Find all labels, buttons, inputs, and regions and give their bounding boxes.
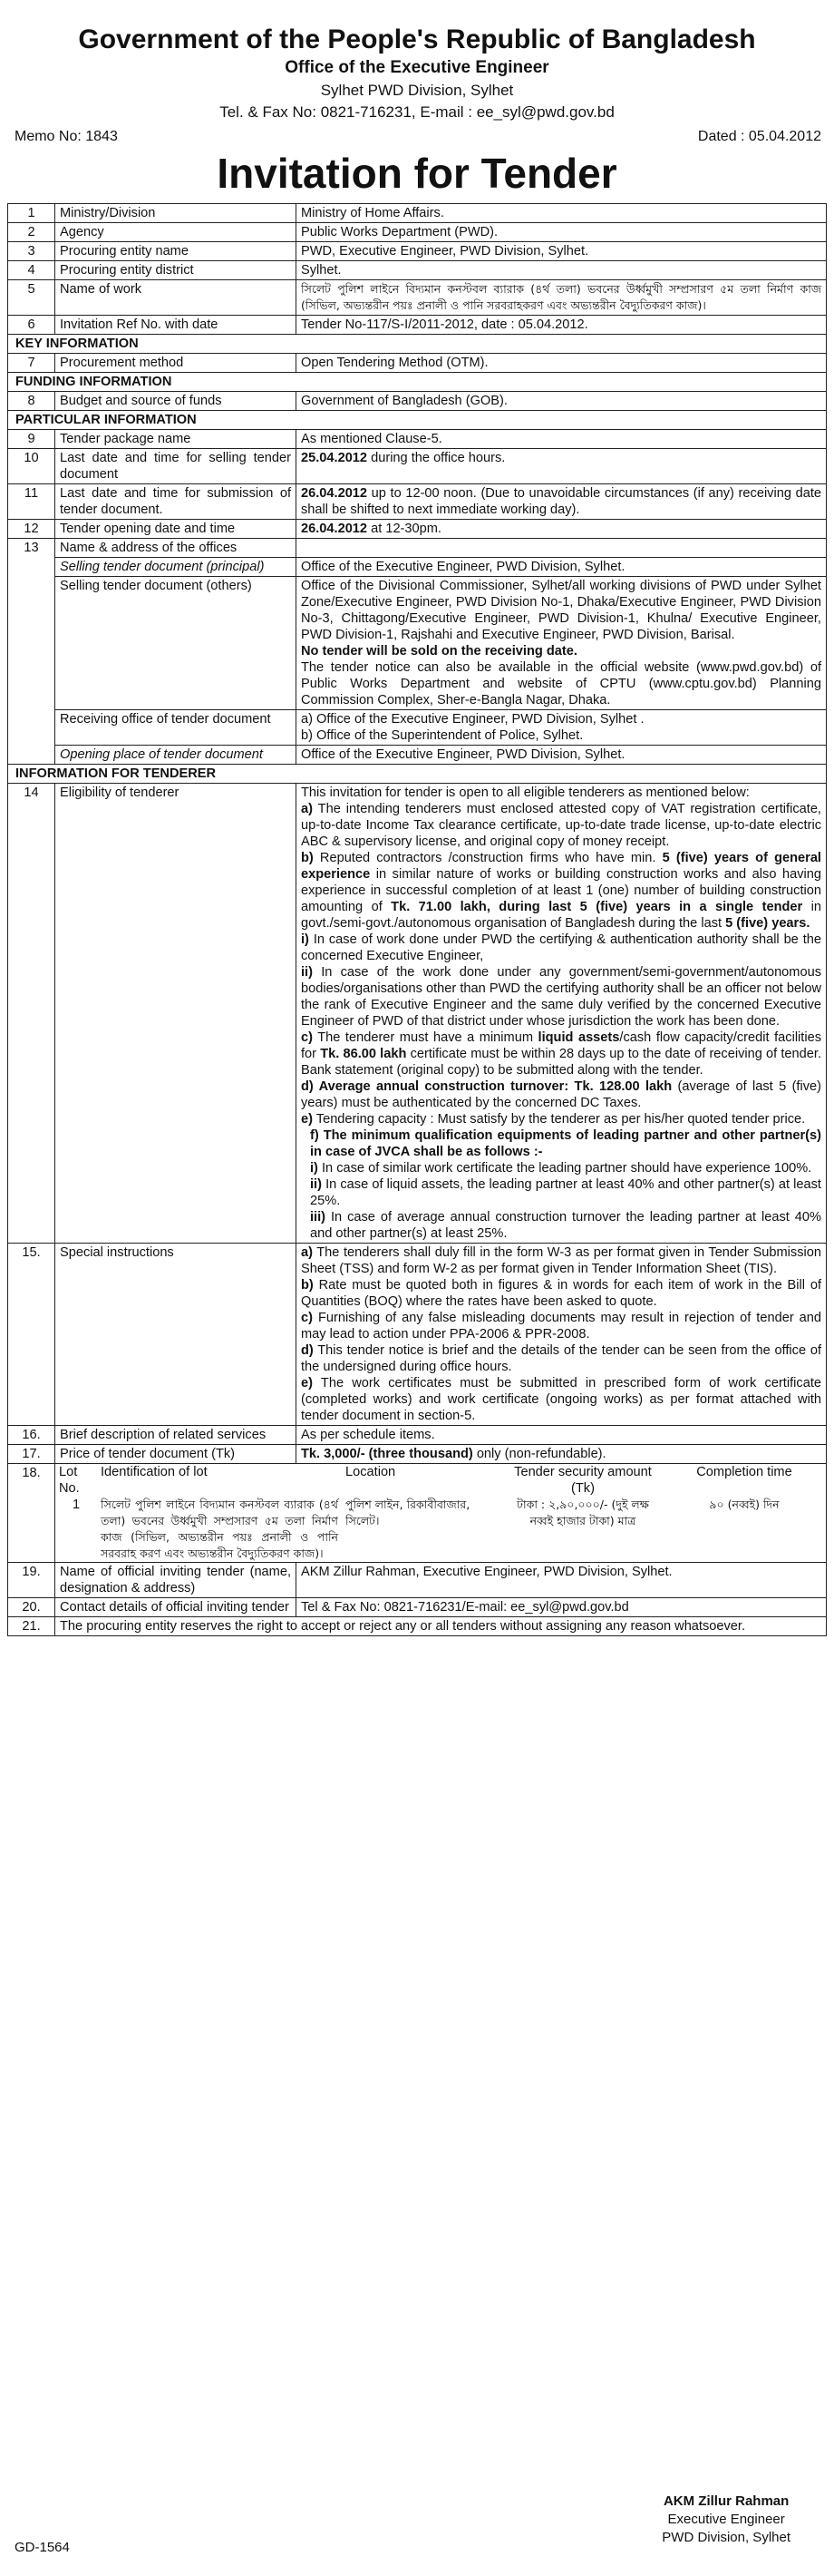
- table-row: [8, 1563, 827, 1598]
- table-row: [8, 316, 827, 335]
- clause-label: ii): [301, 965, 313, 980]
- row-value: [296, 577, 827, 710]
- table-row: [8, 520, 827, 539]
- clause-label: b): [301, 1278, 314, 1293]
- clause-text: in similar nature of works or building construction works and also having experience in successful completion of at least 1 (one) number of building construction amounting of: [301, 867, 821, 914]
- clause-f: [301, 1127, 821, 1160]
- memo-row: [7, 123, 827, 145]
- row-value: The procuring entity reserves the right to accept or reject any or all tenders without assigning any reason whatsoever.: [55, 1617, 827, 1636]
- security-header: Tender security amount (Tk): [514, 1465, 652, 1496]
- clause-text: The tenderers shall duly fill in the form W-3 as per format given in Tender Submission Sheet (TSS) and form W-2 as per format given in Tender Information Sheet (TIS).: [301, 1245, 821, 1276]
- clause-label: iii): [310, 1210, 326, 1225]
- location-header: Location: [345, 1465, 396, 1479]
- clause-label: d): [301, 1343, 314, 1358]
- table-row: [8, 1598, 827, 1617]
- table-row: [8, 484, 827, 520]
- opening-time: at 12-30pm.: [367, 522, 441, 536]
- not-sold-text: No tender will be sold on the receiving date.: [301, 644, 577, 659]
- row-label: Price of tender document (Tk): [55, 1445, 296, 1464]
- row-number: 21.: [8, 1617, 55, 1636]
- row-value: Office of the Executive Engineer, PWD Division, Sylhet.: [296, 558, 827, 577]
- clause-text: (average of last 5 (five) years) must be authenticated by the concerned DC Taxes.: [301, 1079, 821, 1110]
- clause-label: c): [301, 1030, 313, 1045]
- row-label: Name of official inviting tender (name, designation & address): [55, 1563, 296, 1598]
- table-row: [8, 710, 827, 746]
- row-value: [296, 484, 827, 520]
- receiving-office-a: a) Office of the Executive Engineer, PWD Division, Sylhet .: [301, 712, 645, 727]
- clause-text: In case of the work done under any government/semi-government/autonomous bodies/organisations other than PWD the certifying authority shall be an officer not below the rank of Executive Engineer and the same duly verified by the concerned Executive Engineer of PWD of that district under whose jurisdiction the work has been done.: [301, 965, 821, 1029]
- lot-security: টাকা : ২,৯০,০০০/- (দুই লক্ষ নব্বই হাজার টাকা) মাত্র: [517, 1498, 649, 1527]
- clause-label: d): [301, 1079, 314, 1094]
- division-address: Sylhet PWD Division, Sylhet: [320, 82, 514, 99]
- office-title: Office of the Executive Engineer: [285, 58, 549, 77]
- row-number: 4: [8, 261, 55, 280]
- row-number: 6: [8, 316, 55, 335]
- special-instructions-text: [296, 1244, 827, 1426]
- document-price: Tk. 3,000/- (three thousand): [301, 1447, 473, 1461]
- row-number: 9: [8, 430, 55, 449]
- lot-row: [55, 1497, 826, 1562]
- lot-table-cell: [55, 1464, 827, 1563]
- row-value: AKM Zillur Rahman, Executive Engineer, PWD Division, Sylhet.: [296, 1563, 827, 1598]
- row-sublabel: Selling tender document (others): [55, 577, 296, 710]
- row-number: 1: [8, 204, 55, 223]
- memo-number: Memo No: 1843: [15, 129, 118, 144]
- clause-b: [301, 850, 821, 932]
- clause-text: In case of work done under PWD the certifying & authentication authority shall be the concerned Executive Engineer,: [301, 932, 821, 963]
- section-header-row: [8, 335, 827, 354]
- lot-location: পুলিশ লাইন, রিকাবীবাজার, সিলেট।: [345, 1498, 470, 1527]
- table-row: [8, 242, 827, 261]
- row-sublabel: Receiving office of tender document: [55, 710, 296, 746]
- opening-date: 26.04.2012: [301, 522, 368, 536]
- identification-header: Identification of lot: [101, 1465, 208, 1479]
- clause-f-iii: [301, 1209, 821, 1242]
- row-label: Eligibility of tenderer: [55, 784, 296, 1244]
- clause-ii: [301, 964, 821, 1029]
- row-number: 2: [8, 223, 55, 242]
- clause-label: ii): [310, 1177, 322, 1192]
- instruction-a: [301, 1244, 821, 1277]
- clause-f-i: [301, 1160, 821, 1176]
- table-row: [8, 392, 827, 411]
- work-name-bangla: সিলেট পুলিশ লাইনে বিদ্যমান কনস্টবল ব্যারাক (৪র্থ তলা) ভবনের উর্ধ্বমুখী সম্প্রসারণ ৫ম তলা নির্মাণ কাজ (সিভিল, অভ্যন্তরীন পয়ঃ প্রনালী ও পানি সরবরাহকরণ এবং অভ্যন্তরীন বৈদ্যুতিকরণ কাজ)।: [296, 280, 827, 316]
- row-label: Last date and time for selling tender document: [55, 449, 296, 484]
- table-row: [8, 1617, 827, 1636]
- lot-header: Lot No.: [59, 1465, 80, 1496]
- row-label: Invitation Ref No. with date: [55, 316, 296, 335]
- clause-text: In case of similar work certificate the leading partner should have experience 100%.: [317, 1161, 812, 1176]
- row-number: 7: [8, 354, 55, 373]
- row-value: Sylhet.: [296, 261, 827, 280]
- row-value: Ministry of Home Affairs.: [296, 204, 827, 223]
- row-label: Last date and time for submission of tender document.: [55, 484, 296, 520]
- row-label: Procurement method: [55, 354, 296, 373]
- clause-label: a): [301, 1245, 313, 1260]
- clause-text: in govt./semi-govt./autonomous organisation of Bangladesh during the last: [301, 900, 821, 931]
- clause-a: [301, 801, 821, 850]
- clause-label: e): [301, 1376, 313, 1390]
- clause-text: Rate must be quoted both in figures & in words for each item of work in the Bill of Quantities (BOQ) where the rates have been asked to quote.: [301, 1278, 821, 1309]
- row-value: [296, 520, 827, 539]
- clause-text: In case of liquid assets, the leading partner at least 40% and other partner(s) at least 25%.: [310, 1177, 821, 1208]
- eligibility-intro: This invitation for tender is open to all eligible tenderers as mentioned below:: [301, 785, 750, 800]
- letterhead: [7, 24, 827, 123]
- completion-header: Completion time: [696, 1465, 792, 1479]
- row-label: Name of work: [55, 280, 296, 316]
- website-notice: The tender notice can also be available in the official website (www.pwd.gov.bd) of Public Works Department and website of CPTU (www.cptu.gov.bd) Planning Commission Complex, Sher-e-Bangla Nagar, Dhaka.: [301, 660, 821, 707]
- table-row: [8, 1464, 827, 1563]
- row-value: PWD, Executive Engineer, PWD Division, Sylhet.: [296, 242, 827, 261]
- row-number: 5: [8, 280, 55, 316]
- lot-table: [55, 1464, 826, 1562]
- tender-table: [7, 203, 827, 1636]
- row-number: 11: [8, 484, 55, 520]
- row-value: Office of the Executive Engineer, PWD Division, Sylhet.: [296, 746, 827, 765]
- instruction-c: [301, 1310, 821, 1342]
- selling-offices: Office of the Divisional Commissioner, Sylhet/all working divisions of PWD under Sylhet Zone/Executive Engineer, PWD Division No-1, Dhaka/Executive Engineer, PWD Division No-3, Chittagong/Executive Engineer, PWD Division-1, Khulna/ Executive Engineer, PWD Division-1, Rajshahi and Executive Engineer, PWD Division, Barisal.: [301, 579, 821, 642]
- clause-label: b): [301, 851, 314, 865]
- table-row: [8, 1244, 827, 1426]
- section-header-row: [8, 373, 827, 392]
- signature-block: [662, 2493, 790, 2547]
- row-value: Tender No-117/S-I/2011-2012, date : 05.04.2012.: [296, 316, 827, 335]
- clause-label: e): [301, 1112, 313, 1127]
- lot-number: 1: [72, 1498, 81, 1512]
- row-value: As per schedule items.: [296, 1426, 827, 1445]
- signatory-office: PWD Division, Sylhet: [662, 2530, 790, 2545]
- instruction-e: [301, 1375, 821, 1424]
- clause-text: certificate must be within 28 days up to the date of receiving of tender. Bank statement (original copy) to be submitted along with the tender.: [301, 1047, 822, 1078]
- instruction-b: [301, 1277, 821, 1310]
- row-number: 20.: [8, 1598, 55, 1617]
- table-row: [8, 784, 827, 1244]
- row-value: [296, 449, 827, 484]
- submission-date: 26.04.2012: [301, 486, 368, 501]
- section-key-information: KEY INFORMATION: [8, 335, 827, 354]
- lot-identification: সিলেট পুলিশ লাইনে বিদ্যমান কনস্টবল ব্যারাক (৪র্থ তলা) ভবনের উর্ধ্বমুখী সম্প্রসারণ ৫ম তলা নির্মাণ কাজ (সিভিল, অভ্যন্তরীন পয়ঃ প্রনালী ও পানি সরবরাহ করণ এবং অভ্যন্তরীন বৈদ্যুতিকরণ কাজ)।: [101, 1498, 338, 1560]
- memo-date: Dated : 05.04.2012: [697, 129, 821, 144]
- section-header-row: [8, 411, 827, 430]
- lot-completion: ৯০ (নব্বই) দিন: [709, 1498, 780, 1511]
- lot-header-row: [55, 1464, 826, 1497]
- row-number: 13: [8, 539, 55, 765]
- row-number: 8: [8, 392, 55, 411]
- clause-text: The work certificates must be submitted in prescribed form of work certificate (completed works) and work certificate (ongoing works) as per format attached with tender document in section-5.: [301, 1376, 821, 1423]
- page-title: Invitation for Tender: [217, 150, 617, 197]
- clause-text: Furnishing of any false misleading documents may result in rejection of tender and may lead to action under PPA-2006 & PPR-2008.: [301, 1311, 821, 1342]
- table-row: [8, 558, 827, 577]
- table-row: [8, 280, 827, 316]
- clause-label: i): [310, 1161, 318, 1176]
- row-sublabel: Opening place of tender document: [55, 746, 296, 765]
- row-label: Special instructions: [55, 1244, 296, 1426]
- clause-bold: Average annual construction turnover: Tk. 128.00 lakh: [313, 1079, 673, 1094]
- row-number: 10: [8, 449, 55, 484]
- clause-text: In case of average annual construction turnover the leading partner at least 40% and other partner(s) at least 25%.: [310, 1210, 821, 1241]
- receiving-office-b: b) Office of the Superintendent of Police, Sylhet.: [301, 728, 584, 743]
- clause-bold: Tk. 71.00 lakh, during last 5 (five) years in a single tender: [391, 900, 803, 914]
- row-sublabel: Selling tender document (principal): [55, 558, 296, 577]
- section-information-for-tenderer: INFORMATION FOR TENDERER: [8, 765, 827, 784]
- row-label: Tender opening date and time: [55, 520, 296, 539]
- table-row: [8, 204, 827, 223]
- contact-line: Tel. & Fax No: 0821-716231, E-mail : ee_syl@pwd.gov.bd: [219, 103, 615, 121]
- eligibility-text: [296, 784, 827, 1244]
- not-sold-notice: [301, 643, 821, 659]
- selling-date-note: during the office hours.: [367, 451, 506, 465]
- table-row: [8, 577, 827, 710]
- clause-c: [301, 1029, 821, 1078]
- clause-bold: 5 (five) years.: [725, 916, 810, 931]
- clause-label: c): [301, 1311, 313, 1325]
- table-row: [8, 1445, 827, 1464]
- row-number: 16.: [8, 1426, 55, 1445]
- row-label: Procuring entity district: [55, 261, 296, 280]
- signatory-name: AKM Zillur Rahman: [663, 2493, 790, 2509]
- row-value: [296, 710, 827, 746]
- row-value: Government of Bangladesh (GOB).: [296, 392, 827, 411]
- clause-bold: liquid assets: [538, 1030, 620, 1045]
- table-row: [8, 261, 827, 280]
- row-number: 12: [8, 520, 55, 539]
- clause-f-ii: [301, 1176, 821, 1209]
- row-value: Public Works Department (PWD).: [296, 223, 827, 242]
- section-header-row: [8, 765, 827, 784]
- table-row: [8, 223, 827, 242]
- row-number: 3: [8, 242, 55, 261]
- row-number: 17.: [8, 1445, 55, 1464]
- row-label: Budget and source of funds: [55, 392, 296, 411]
- clause-label: i): [301, 932, 309, 947]
- section-funding-information: FUNDING INFORMATION: [8, 373, 827, 392]
- row-number: 15.: [8, 1244, 55, 1426]
- row-label: Name & address of the offices: [55, 539, 296, 558]
- row-number: 18.: [8, 1464, 55, 1563]
- tender-notice: [7, 0, 827, 2555]
- row-value: Open Tendering Method (OTM).: [296, 354, 827, 373]
- government-title: Government of the People's Republic of Bangladesh: [78, 24, 756, 54]
- row-value: Tel & Fax No: 0821-716231/E-mail: ee_syl@pwd.gov.bd: [296, 1598, 827, 1617]
- clause-text: The tenderer must have a minimum: [312, 1030, 538, 1045]
- clause-i: [301, 932, 821, 964]
- clause-bold: 5 (five) years of general experience: [301, 851, 821, 882]
- row-label: Brief description of related services: [55, 1426, 296, 1445]
- row-value: As mentioned Clause-5.: [296, 430, 827, 449]
- row-number: 14: [8, 784, 55, 1244]
- clause-bold: f) The minimum qualification equipments of leading partner and other partner(s) in case of JVCA shall be as follows :-: [310, 1128, 821, 1159]
- row-label: Tender package name: [55, 430, 296, 449]
- section-particular-information: PARTICULAR INFORMATION: [8, 411, 827, 430]
- clause-bold: Tk. 86.00 lakh: [320, 1047, 407, 1061]
- row-label: Procuring entity name: [55, 242, 296, 261]
- table-row: [8, 449, 827, 484]
- clause-text: This tender notice is brief and the details of the tender can be seen from the office of the undersigned during office hours.: [301, 1343, 821, 1374]
- signatory-designation: Executive Engineer: [667, 2512, 785, 2527]
- document-price-note: only (non-refundable).: [472, 1447, 606, 1461]
- clause-text: Tendering capacity : Must satisfy by the tenderer as per his/her quoted tender price.: [312, 1112, 806, 1127]
- row-label: Ministry/Division: [55, 204, 296, 223]
- instruction-d: [301, 1342, 821, 1375]
- table-row: [8, 354, 827, 373]
- clause-e: [301, 1111, 821, 1127]
- submission-note: up to 12-00 noon. (Due to unavoidable circumstances (if any) receiving date shall be shifted to next immediate working day).: [301, 486, 821, 517]
- row-label: Contact details of official inviting tender: [55, 1598, 296, 1617]
- row-value: [296, 1445, 827, 1464]
- row-label: Agency: [55, 223, 296, 242]
- row-number: 19.: [8, 1563, 55, 1598]
- clause-text: /cash flow capacity/credit facilities for: [301, 1030, 822, 1061]
- clause-text: Reputed contractors /construction firms who have min.: [313, 851, 663, 865]
- table-row: [8, 430, 827, 449]
- table-row: [8, 539, 827, 558]
- row-value-empty: [296, 539, 827, 558]
- clause-text: The intending tenderers must enclosed attested copy of VAT registration certificate, up-to-date Income Tax clearance certificate, up-to-date trade license, up-to-date electric ABC & supervisory license, and original copy of money receipt.: [301, 802, 821, 849]
- table-row: [8, 746, 827, 765]
- clause-d: [301, 1078, 821, 1111]
- selling-date: 25.04.2012: [301, 451, 368, 465]
- table-row: [8, 1426, 827, 1445]
- gd-number: GD-1564: [15, 2540, 70, 2555]
- clause-label: a): [301, 802, 313, 816]
